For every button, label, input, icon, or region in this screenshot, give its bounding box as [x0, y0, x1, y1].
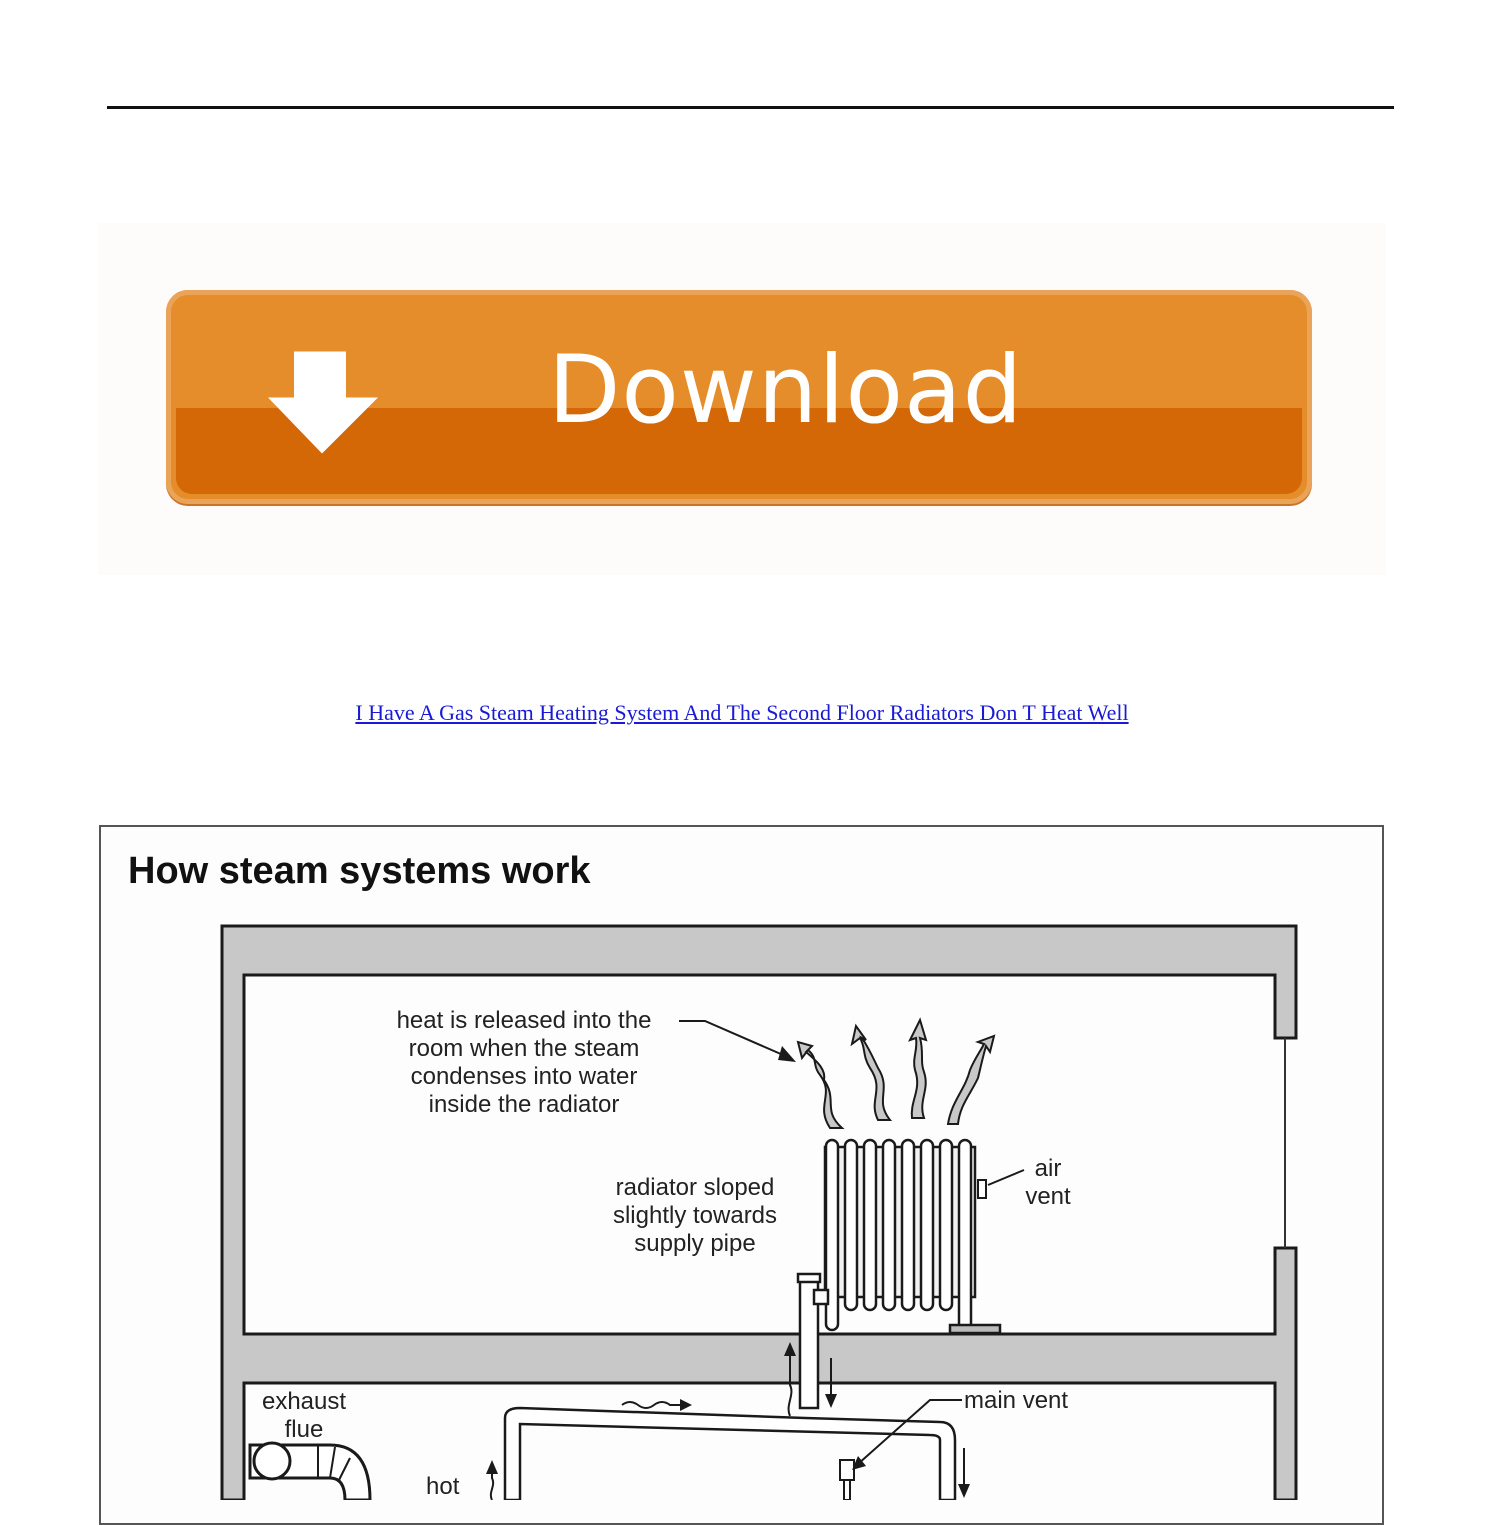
label-line: flue [284, 1416, 324, 1443]
main-steam-pipe [505, 1408, 955, 1500]
label-line: heat is released into the [396, 1007, 652, 1034]
radiator-icon [825, 1140, 1000, 1333]
figure-title: How steam systems work [128, 850, 591, 892]
label-line: condenses into water [410, 1063, 638, 1090]
label-exhaust-flue [250, 1388, 358, 1444]
label-air-vent [1015, 1155, 1081, 1211]
heat-wave-icons [798, 1020, 994, 1128]
label-line: air [1034, 1155, 1062, 1182]
article-title-link[interactable]: I Have A Gas Steam Heating System And The Second Floor Radiators Don T Heat Well [355, 700, 1129, 725]
label-line: supply pipe [634, 1230, 756, 1257]
label-radiator-sloped [590, 1174, 800, 1258]
leader-arrow-heat [679, 1021, 790, 1058]
label-line: radiator sloped [615, 1174, 775, 1201]
air-vent-icon [978, 1180, 986, 1198]
download-label[interactable]: Download [548, 336, 1024, 445]
label-heat-released [368, 1007, 680, 1119]
label-line: inside the radiator [428, 1091, 620, 1118]
label-line: exhaust [261, 1388, 347, 1415]
main-vent-icon [840, 1460, 854, 1500]
exhaust-flue-icon [250, 1443, 370, 1500]
label-main-vent: main vent [964, 1387, 1069, 1414]
label-line: slightly towards [612, 1202, 778, 1229]
label-line: vent [1025, 1183, 1071, 1210]
label-line: room when the steam [408, 1035, 640, 1062]
label-hot: hot [426, 1473, 460, 1500]
